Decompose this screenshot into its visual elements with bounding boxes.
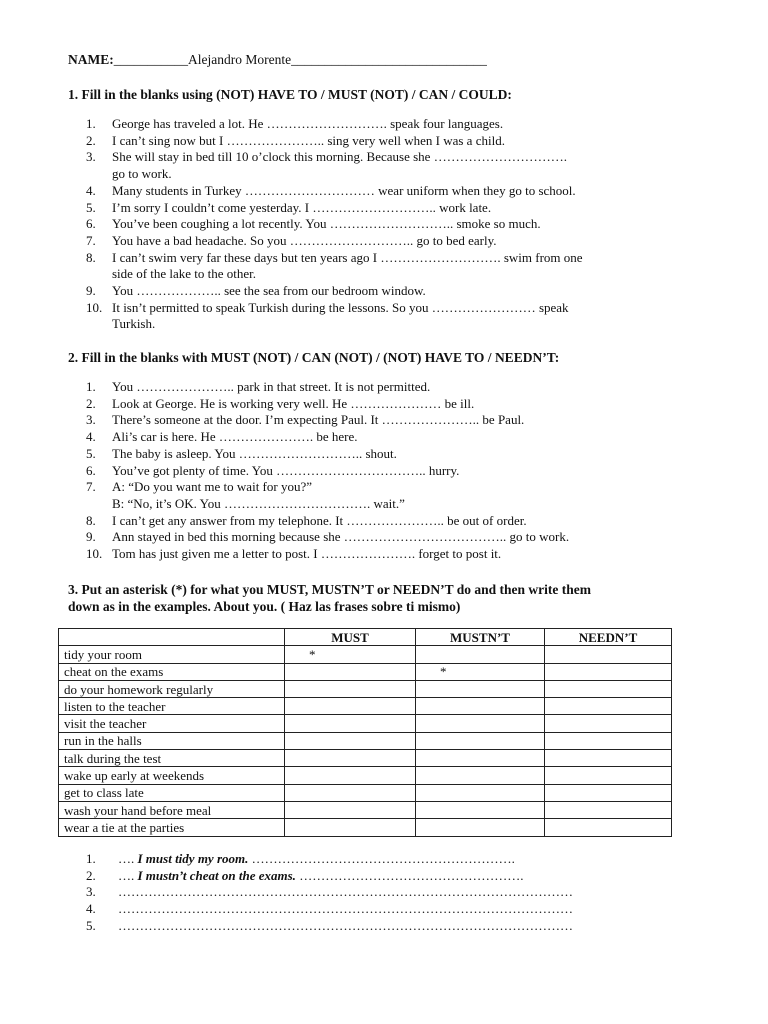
- must-cell[interactable]: [285, 767, 416, 784]
- table-row: [59, 784, 672, 801]
- answer-line[interactable]: 4. ……………………………………………………………………………………………: [86, 901, 573, 917]
- section3-heading-line1: 3. Put an asterisk (*) for what you MUST, MUSTN’T or NEEDN’T do and then write them: [68, 582, 592, 597]
- must-cell[interactable]: [285, 750, 416, 767]
- neednt-cell[interactable]: [545, 767, 672, 784]
- header-activity: [59, 629, 285, 646]
- table-row: [59, 680, 672, 697]
- name-value: ___________Alejandro Morente_____________________________: [113, 52, 487, 67]
- table-row: [59, 819, 672, 836]
- table-row: [59, 715, 672, 732]
- table-row: [59, 663, 672, 680]
- table-row: [59, 732, 672, 749]
- list-item: 4. Many students in Turkey ………………………… wear uniform when they go to school.: [86, 182, 576, 198]
- activity-cell: visit the teacher: [59, 715, 285, 732]
- mustnt-cell[interactable]: [416, 819, 545, 836]
- table-row: [59, 646, 672, 663]
- activity-table: [58, 628, 672, 837]
- activity-cell: wake up early at weekends: [59, 767, 285, 784]
- section1-heading: 1. Fill in the blanks using (NOT) HAVE TO / MUST (NOT) / CAN / COULD:: [68, 87, 512, 102]
- activity-cell: talk during the test: [59, 750, 285, 767]
- mustnt-cell[interactable]: *: [416, 663, 545, 680]
- list-item: 3. There’s someone at the door. I’m expecting Paul. It ………………….. be Paul.: [86, 412, 525, 428]
- section2-list: [86, 379, 686, 563]
- table-row: [59, 698, 672, 715]
- must-cell[interactable]: [285, 680, 416, 697]
- activity-cell: do your homework regularly: [59, 680, 285, 697]
- list-item: 10. It isn’t permitted to speak Turkish during the lessons. So you …………………… speak Turkish.: [86, 299, 569, 332]
- list-item: 3. She will stay in bed till 10 o’clock this morning. Because she …………………………. go to work.: [86, 149, 567, 182]
- list-item: 5. I’m sorry I couldn’t come yesterday. I ……………………….. work late.: [86, 199, 492, 215]
- answer-line[interactable]: 3. ……………………………………………………………………………………………: [86, 884, 573, 900]
- list-item: 1. George has traveled a lot. He ………………………. speak four languages.: [86, 116, 504, 131]
- list-item: 7. You have a bad headache. So you ……………………….. go to bed early.: [86, 232, 497, 248]
- activity-cell: tidy your room: [59, 646, 285, 663]
- activity-cell: get to class late: [59, 784, 285, 801]
- list-item: 2. I can’t sing now but I ………………….. sing very well when I was a child.: [86, 132, 505, 148]
- must-cell[interactable]: [285, 715, 416, 732]
- activity-cell: wash your hand before meal: [59, 801, 285, 818]
- header-mustnt: MUSTN’T: [416, 629, 545, 646]
- list-item: 10. Tom has just given me a letter to post. I …………………. forget to post it.: [86, 546, 502, 562]
- list-item: 9. You ……………….. see the sea from our bedroom window.: [86, 283, 426, 299]
- table-row: [59, 767, 672, 784]
- list-item: 4. Ali’s car is here. He …………………. be here.: [86, 429, 358, 445]
- answer-lines: [86, 851, 706, 935]
- list-item: 5. The baby is asleep. You ……………………….. shout.: [86, 445, 397, 461]
- must-cell[interactable]: [285, 784, 416, 801]
- name-line: [68, 52, 487, 68]
- mustnt-cell[interactable]: [416, 732, 545, 749]
- neednt-cell[interactable]: [545, 680, 672, 697]
- neednt-cell[interactable]: [545, 750, 672, 767]
- list-item: 1. You ………………….. park in that street. It is not permitted.: [86, 379, 431, 394]
- mustnt-cell[interactable]: [416, 646, 545, 663]
- neednt-cell[interactable]: [545, 646, 672, 663]
- section1-list: [86, 116, 686, 333]
- must-cell[interactable]: [285, 732, 416, 749]
- table-row: [59, 750, 672, 767]
- header-must: MUST: [285, 629, 416, 646]
- must-cell[interactable]: [285, 663, 416, 680]
- must-cell[interactable]: [285, 698, 416, 715]
- must-cell[interactable]: *: [285, 646, 416, 663]
- activity-cell: wear a tie at the parties: [59, 819, 285, 836]
- neednt-cell[interactable]: [545, 819, 672, 836]
- table-header-row: [59, 629, 672, 646]
- section3-heading-line2: down as in the examples. About you. ( Haz las frases sobre ti mismo): [68, 599, 461, 614]
- list-item: 7. A: “Do you want me to wait for you?” B: “No, it’s OK. You ……………………………. wait.”: [86, 479, 405, 511]
- list-item: 6. You’ve been coughing a lot recently. You ……………………….. smoke so much.: [86, 216, 541, 232]
- list-item: 8. I can’t get any answer from my telephone. It ………………….. be out of order.: [86, 512, 527, 528]
- answer-line[interactable]: 2. …. I mustn’t cheat on the exams. …………………………………………….: [86, 867, 524, 883]
- neednt-cell[interactable]: [545, 732, 672, 749]
- mustnt-cell[interactable]: [416, 715, 545, 732]
- neednt-cell[interactable]: [545, 784, 672, 801]
- mustnt-cell[interactable]: [416, 680, 545, 697]
- neednt-cell[interactable]: [545, 715, 672, 732]
- name-label: NAME:: [68, 52, 114, 67]
- must-cell[interactable]: [285, 819, 416, 836]
- section2-heading: 2. Fill in the blanks with MUST (NOT) / CAN (NOT) / (NOT) HAVE TO / NEEDN’T:: [68, 350, 560, 365]
- list-item: 2. Look at George. He is working very well. He ………………… be ill.: [86, 395, 475, 411]
- activity-cell: listen to the teacher: [59, 698, 285, 715]
- mustnt-cell[interactable]: [416, 801, 545, 818]
- neednt-cell[interactable]: [545, 698, 672, 715]
- list-item: 6. You’ve got plenty of time. You …………………………….. hurry.: [86, 462, 460, 478]
- list-item: 8. I can’t swim very far these days but ten years ago I ………………………. swim from one side of the lake to the other.: [86, 249, 583, 282]
- list-item: 9. Ann stayed in bed this morning because she ……………………………….. go to work.: [86, 529, 570, 545]
- mustnt-cell[interactable]: [416, 750, 545, 767]
- neednt-cell[interactable]: [545, 663, 672, 680]
- table-row: [59, 801, 672, 818]
- activity-cell: cheat on the exams: [59, 663, 285, 680]
- must-cell[interactable]: [285, 801, 416, 818]
- neednt-cell[interactable]: [545, 801, 672, 818]
- mustnt-cell[interactable]: [416, 767, 545, 784]
- section3-heading: [68, 581, 591, 615]
- mustnt-cell[interactable]: [416, 698, 545, 715]
- header-neednt: NEEDN’T: [545, 629, 672, 646]
- answer-line[interactable]: 1. …. I must tidy my room. …………………………………………………….: [86, 851, 515, 866]
- answer-line[interactable]: 5. ……………………………………………………………………………………………: [86, 917, 573, 933]
- mustnt-cell[interactable]: [416, 784, 545, 801]
- activity-cell: run in the halls: [59, 732, 285, 749]
